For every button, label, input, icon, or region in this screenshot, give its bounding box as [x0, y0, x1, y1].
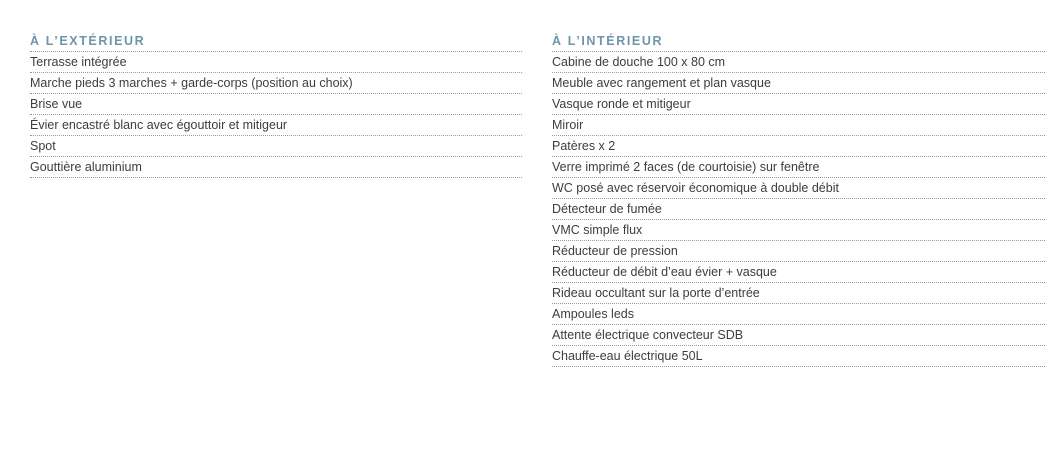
list-item: Patères x 2 [552, 136, 1045, 157]
list-item: Meuble avec rangement et plan vasque [552, 73, 1045, 94]
list-item: Ampoules leds [552, 304, 1045, 325]
list-item: Brise vue [30, 94, 522, 115]
list-item: Attente électrique convecteur SDB [552, 325, 1045, 346]
list-item: Miroir [552, 115, 1045, 136]
list-item: Évier encastré blanc avec égouttoir et mitigeur [30, 115, 522, 136]
list-item: Spot [30, 136, 522, 157]
list-item: Verre imprimé 2 faces (de courtoisie) sur fenêtre [552, 157, 1045, 178]
list-item: VMC simple flux [552, 220, 1045, 241]
interior-list [552, 52, 1045, 367]
list-item: Vasque ronde et mitigeur [552, 94, 1045, 115]
exterior-section [30, 32, 522, 178]
list-item: Réducteur de pression [552, 241, 1045, 262]
interior-title: À L’INTÉRIEUR [552, 32, 1045, 52]
list-item: Terrasse intégrée [30, 52, 522, 73]
exterior-title: À L’EXTÉRIEUR [30, 32, 522, 52]
list-item: Rideau occultant sur la porte d’entrée [552, 283, 1045, 304]
list-item: WC posé avec réservoir économique à double débit [552, 178, 1045, 199]
list-item: Marche pieds 3 marches + garde-corps (position au choix) [30, 73, 522, 94]
list-item: Réducteur de débit d’eau évier + vasque [552, 262, 1045, 283]
exterior-list [30, 52, 522, 178]
interior-section [552, 32, 1045, 367]
list-item: Chauffe-eau électrique 50L [552, 346, 1045, 367]
list-item: Détecteur de fumée [552, 199, 1045, 220]
list-item: Gouttière aluminium [30, 157, 522, 178]
list-item: Cabine de douche 100 x 80 cm [552, 52, 1045, 73]
